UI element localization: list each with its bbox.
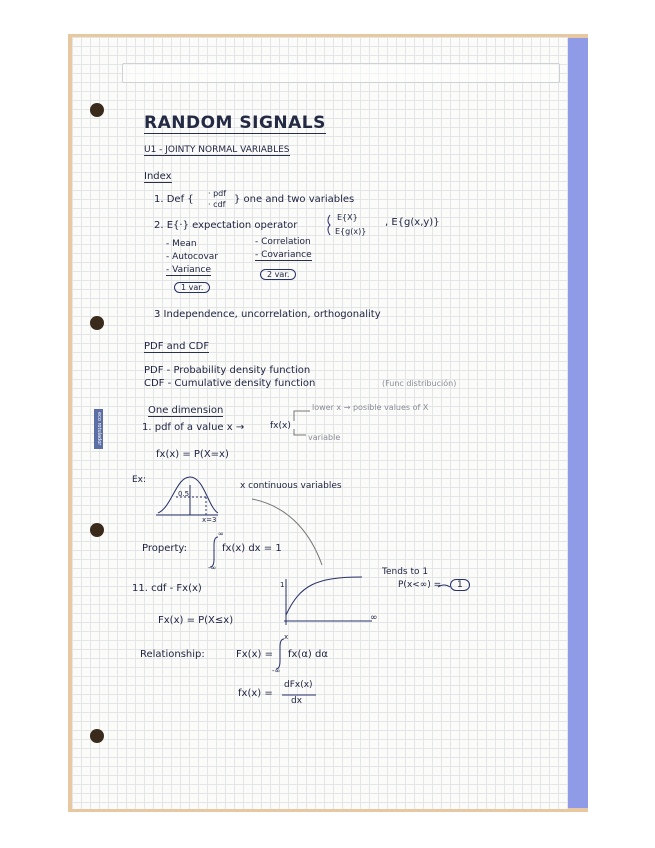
- pdf-line: PDF - Probability density function: [144, 365, 311, 376]
- page-title: RANDOM SIGNALS: [144, 113, 326, 133]
- grid-sheet: [72, 37, 568, 809]
- tends-eq: P(x<∞) =: [398, 580, 442, 590]
- relationship-integral: [276, 639, 284, 669]
- binder-hole-2: [90, 316, 104, 330]
- index-item1-cdf: · cdf: [208, 200, 226, 209]
- index-item1-suffix: } one and two variables: [234, 194, 355, 205]
- index-right-0: - Correlation: [255, 237, 311, 247]
- unit-heading: U1 - JOINTY NORMAL VARIABLES: [144, 145, 290, 155]
- note-variable: variable: [308, 433, 341, 442]
- example-bell-curve: [158, 477, 218, 513]
- index-item2: 2. E{·} expectation operator: [154, 220, 298, 231]
- relationship-eq: Fx(x) =: [236, 649, 273, 660]
- derivative-den: dx: [291, 696, 303, 706]
- property-integral: [210, 537, 218, 567]
- property-int-bot: -∞: [208, 564, 217, 572]
- index-left-1: - Autocovar: [166, 252, 219, 262]
- index-item1-pdf: · pdf: [208, 189, 227, 198]
- curve-arrow: [252, 499, 322, 565]
- graph-one: 1: [280, 581, 285, 589]
- index-ex: E{X}: [337, 213, 358, 222]
- page-margin-strip: [568, 38, 588, 808]
- index-item3: 3 Independence, uncorrelation, orthogonality: [154, 309, 381, 320]
- note-arrow-down: [294, 429, 306, 435]
- property-int-top: ∞: [218, 530, 224, 538]
- pdf-item1: 1. pdf of a value x →: [142, 422, 245, 433]
- index-heading: Index: [144, 171, 172, 182]
- relationship-int-top: x: [284, 633, 289, 641]
- two-var-badge: 2 var.: [260, 269, 296, 280]
- relationship-label: Relationship:: [140, 649, 205, 660]
- tends-label: Tends to 1: [382, 567, 429, 577]
- cdf-curve: [286, 577, 362, 615]
- cdf-item: 11. cdf - Fx(x): [132, 583, 202, 594]
- example-label: Ex:: [132, 475, 147, 485]
- derivative-left: fx(x) =: [238, 688, 273, 699]
- tends-value: 1: [450, 579, 470, 591]
- binder-hole-3: [90, 523, 104, 537]
- example-value: 0.5: [178, 490, 190, 498]
- one-var-badge: 1 var.: [174, 282, 210, 293]
- note-lower-x: lower x → posible values of X: [312, 403, 429, 412]
- cdf-line: CDF - Cumulative density function: [144, 378, 316, 389]
- index-left-0: - Mean: [166, 239, 197, 249]
- example-x: x=3: [202, 516, 217, 524]
- sketch-layer: [72, 37, 568, 809]
- pdf-eq1: fx(x) = P(X=x): [156, 449, 229, 460]
- note-arrow-up: [294, 411, 310, 421]
- index-item1-prefix: 1. Def {: [154, 194, 194, 205]
- graph-infinity: ∞: [370, 613, 378, 623]
- brand-tab: eco rotulador: [94, 409, 103, 449]
- binder-hole-4: [90, 729, 104, 743]
- index-left-2: - Variance: [166, 265, 211, 275]
- index-egx: E{g(x)}: [335, 227, 367, 236]
- expectation-brace: [328, 215, 330, 235]
- pdf-fx: fx(x): [270, 421, 291, 431]
- binder-hole-1: [90, 103, 104, 117]
- relationship-int: fx(α) dα: [288, 649, 328, 660]
- derivative-num: dFx(x): [284, 680, 313, 690]
- cdf-note: (Func distribución): [382, 379, 457, 388]
- index-right-1: - Covariance: [255, 250, 312, 260]
- notebook-page: [68, 34, 588, 812]
- relationship-int-bot: -∞: [272, 667, 281, 675]
- cdf-eq: Fx(x) = P(X≤x): [158, 615, 234, 626]
- pdf-cdf-heading: PDF and CDF: [144, 341, 210, 352]
- tends-arrow: [438, 585, 450, 587]
- property-label: Property:: [142, 543, 187, 554]
- property-eq: fx(x) dx = 1: [222, 543, 282, 554]
- continuous-note: x continuous variables: [240, 481, 342, 491]
- index-egxy: , E{g(x,y)}: [385, 217, 440, 228]
- one-dimension-heading: One dimension: [148, 405, 224, 416]
